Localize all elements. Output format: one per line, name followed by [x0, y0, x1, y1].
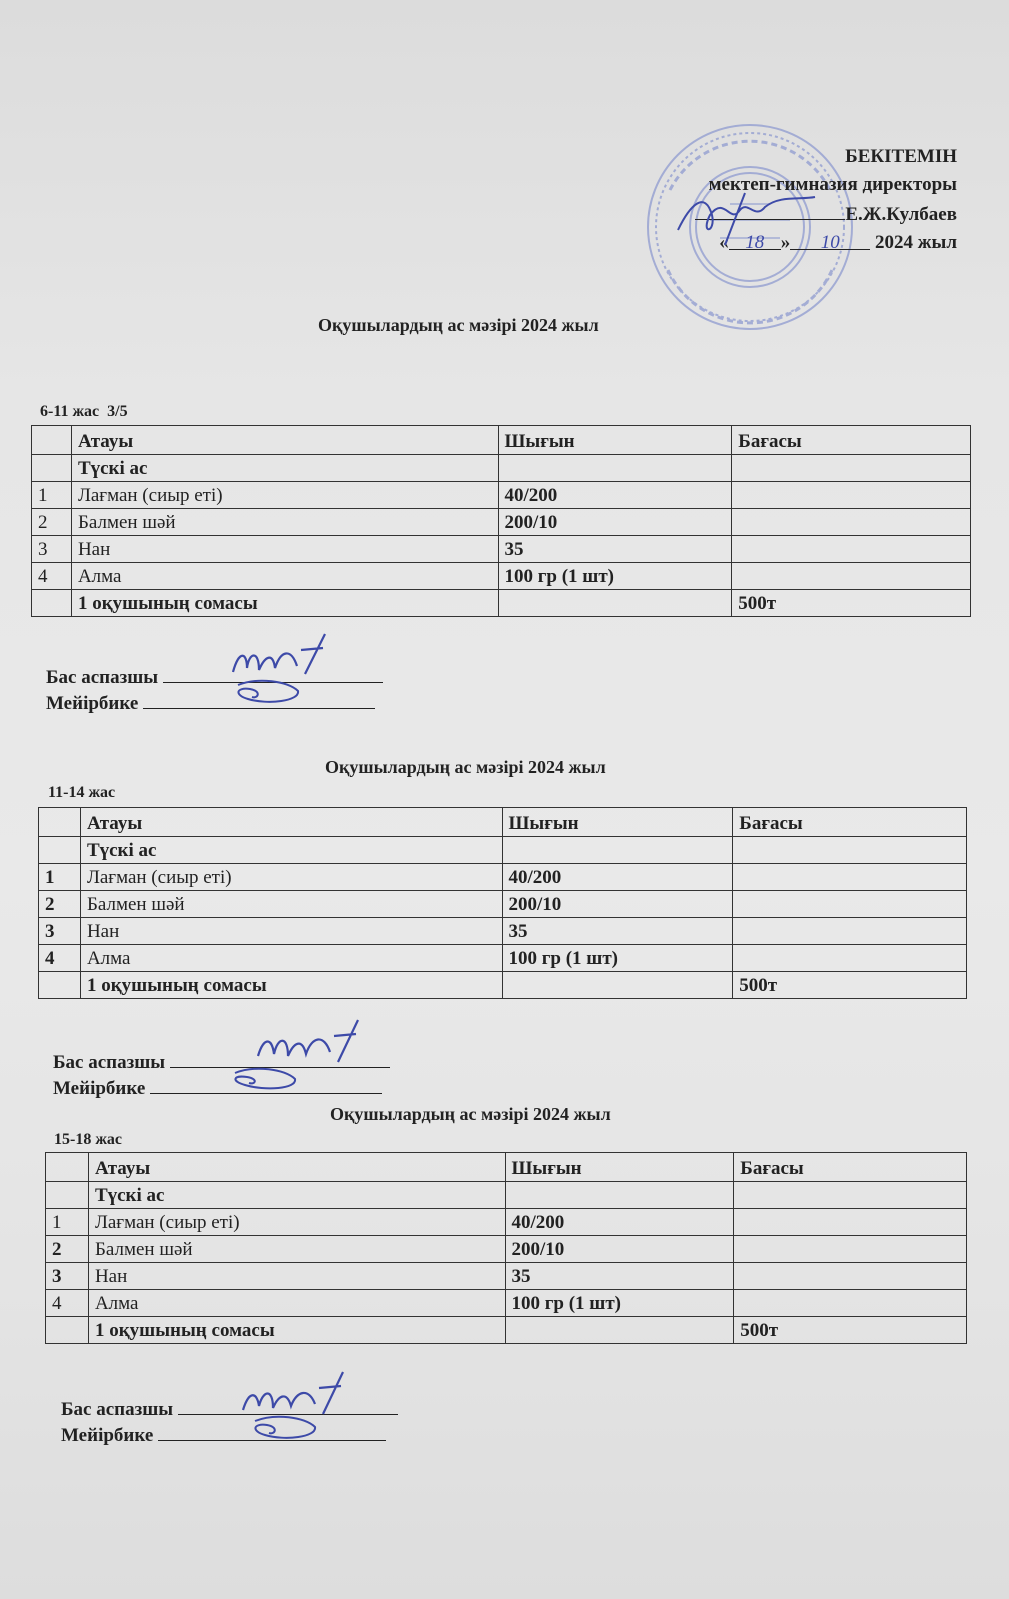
menu-3-table	[45, 1152, 967, 1344]
row-price	[733, 864, 967, 891]
meal-label: Түскі ас	[88, 1182, 505, 1209]
date-month: 10	[790, 229, 870, 250]
approval-position: мектеп-гимназия директоры	[708, 174, 957, 195]
menu-3-nurse-line	[61, 1420, 386, 1447]
row-number: 1	[32, 482, 72, 509]
director-signature-icon	[670, 185, 820, 255]
nurse-label: Мейірбике	[53, 1078, 146, 1099]
meal-row	[32, 455, 971, 482]
menu-3-title: Оқушылардың ас мәзірі 2024 жыл	[330, 1104, 611, 1124]
meal-row	[39, 837, 967, 864]
row-number: 4	[39, 945, 81, 972]
table-row	[39, 891, 967, 918]
total-label: 1 оқушының сомасы	[71, 590, 498, 617]
total-value: 500т	[732, 590, 971, 617]
row-name: Балмен шәй	[71, 509, 498, 536]
menu-1-age-label: 6-11 жас	[40, 403, 100, 420]
meal-label: Түскі ас	[80, 837, 502, 864]
menu-2-nurse-line	[53, 1073, 382, 1100]
row-name: Лағман (сиыр еті)	[80, 864, 502, 891]
meal-row	[46, 1182, 967, 1209]
header-cell-price: Бағасы	[733, 808, 967, 837]
total-value: 500т	[734, 1317, 967, 1344]
table-row	[46, 1290, 967, 1317]
total-row	[32, 590, 971, 617]
table-row	[32, 563, 971, 590]
date-open-quote: «	[719, 232, 729, 253]
date-close-quote: »	[780, 232, 791, 253]
menu-1-age-mark: 3/5	[107, 403, 128, 420]
table-header-row	[32, 426, 971, 455]
row-qty: 35	[505, 1263, 734, 1290]
row-number: 2	[32, 509, 72, 536]
row-name: Нан	[71, 536, 498, 563]
header-cell-name: Атауы	[80, 808, 502, 837]
row-qty: 40/200	[502, 864, 733, 891]
approval-title: БЕКІТЕМІН	[845, 146, 957, 167]
menu-1-table	[31, 425, 971, 617]
director-name: Е.Ж.Кулбаев	[845, 204, 957, 225]
meal-label: Түскі ас	[71, 455, 498, 482]
row-name: Лағман (сиыр еті)	[88, 1209, 505, 1236]
date-day: 18	[729, 229, 781, 250]
row-name: Нан	[88, 1263, 505, 1290]
table-row	[46, 1209, 967, 1236]
nurse-signature-icon	[228, 677, 308, 707]
chef-label: Бас аспазшы	[46, 667, 159, 688]
row-price	[732, 509, 971, 536]
header-cell-price: Бағасы	[732, 426, 971, 455]
nurse-signature-icon	[245, 1413, 325, 1443]
row-price	[732, 536, 971, 563]
row-number: 4	[32, 563, 72, 590]
table-row	[39, 945, 967, 972]
header-cell-number	[32, 426, 72, 455]
row-qty: 35	[502, 918, 733, 945]
row-number: 3	[46, 1263, 89, 1290]
row-name: Балмен шәй	[88, 1236, 505, 1263]
header-cell-qty: Шығын	[498, 426, 732, 455]
table-row	[32, 536, 971, 563]
row-name: Алма	[80, 945, 502, 972]
header-cell-name: Атауы	[71, 426, 498, 455]
row-name: Лағман (сиыр еті)	[71, 482, 498, 509]
row-price	[733, 918, 967, 945]
nurse-signature-icon	[225, 1065, 305, 1093]
header-cell-qty: Шығын	[505, 1153, 734, 1182]
header-cell-qty: Шығын	[502, 808, 733, 837]
table-header-row	[46, 1153, 967, 1182]
row-price	[733, 945, 967, 972]
chef-signature-icon	[250, 1018, 370, 1068]
row-qty: 40/200	[505, 1209, 734, 1236]
row-price	[732, 563, 971, 590]
date-year: 2024 жыл	[874, 232, 957, 253]
row-qty: 100 гр (1 шт)	[498, 563, 732, 590]
header-cell-name: Атауы	[88, 1153, 505, 1182]
row-price	[734, 1290, 967, 1317]
total-value: 500т	[733, 972, 967, 999]
table-row	[39, 864, 967, 891]
nurse-label: Мейірбике	[46, 693, 139, 714]
row-number: 2	[39, 891, 81, 918]
row-qty: 35	[498, 536, 732, 563]
row-name: Нан	[80, 918, 502, 945]
menu-2-title: Оқушылардың ас мәзірі 2024 жыл	[325, 757, 606, 777]
total-row	[39, 972, 967, 999]
row-price	[734, 1209, 967, 1236]
table-row	[46, 1263, 967, 1290]
table-header-row	[39, 808, 967, 837]
row-price	[734, 1236, 967, 1263]
menu-1-age	[40, 403, 128, 421]
row-qty: 200/10	[498, 509, 732, 536]
row-number: 4	[46, 1290, 89, 1317]
total-row	[46, 1317, 967, 1344]
row-number: 2	[46, 1236, 89, 1263]
row-number: 1	[46, 1209, 89, 1236]
row-price	[733, 891, 967, 918]
table-row	[32, 482, 971, 509]
row-number: 3	[32, 536, 72, 563]
row-qty: 100 гр (1 шт)	[502, 945, 733, 972]
total-label: 1 оқушының сомасы	[88, 1317, 505, 1344]
row-qty: 200/10	[505, 1236, 734, 1263]
table-row	[32, 509, 971, 536]
row-number: 3	[39, 918, 81, 945]
header-cell-price: Бағасы	[734, 1153, 967, 1182]
table-row	[39, 918, 967, 945]
table-row	[46, 1236, 967, 1263]
menu-3-age: 15-18 жас	[54, 1131, 123, 1148]
row-name: Алма	[71, 563, 498, 590]
header-cell-number	[46, 1153, 89, 1182]
row-number: 1	[39, 864, 81, 891]
menu-2-age: 11-14 жас	[48, 784, 116, 801]
menu-1-nurse-line	[46, 688, 375, 715]
chef-label: Бас аспазшы	[61, 1399, 174, 1420]
header-cell-number	[39, 808, 81, 837]
total-label: 1 оқушының сомасы	[80, 972, 502, 999]
menu-1-title: Оқушылардың ас мәзірі 2024 жыл	[318, 315, 599, 335]
row-qty: 200/10	[502, 891, 733, 918]
nurse-label: Мейірбике	[61, 1425, 154, 1446]
row-name: Алма	[88, 1290, 505, 1317]
menu-2-table	[38, 807, 967, 999]
row-price	[732, 482, 971, 509]
row-name: Балмен шәй	[80, 891, 502, 918]
row-price	[734, 1263, 967, 1290]
row-qty: 100 гр (1 шт)	[505, 1290, 734, 1317]
row-qty: 40/200	[498, 482, 732, 509]
chef-label: Бас аспазшы	[53, 1052, 166, 1073]
chef-signature-icon	[225, 630, 335, 682]
